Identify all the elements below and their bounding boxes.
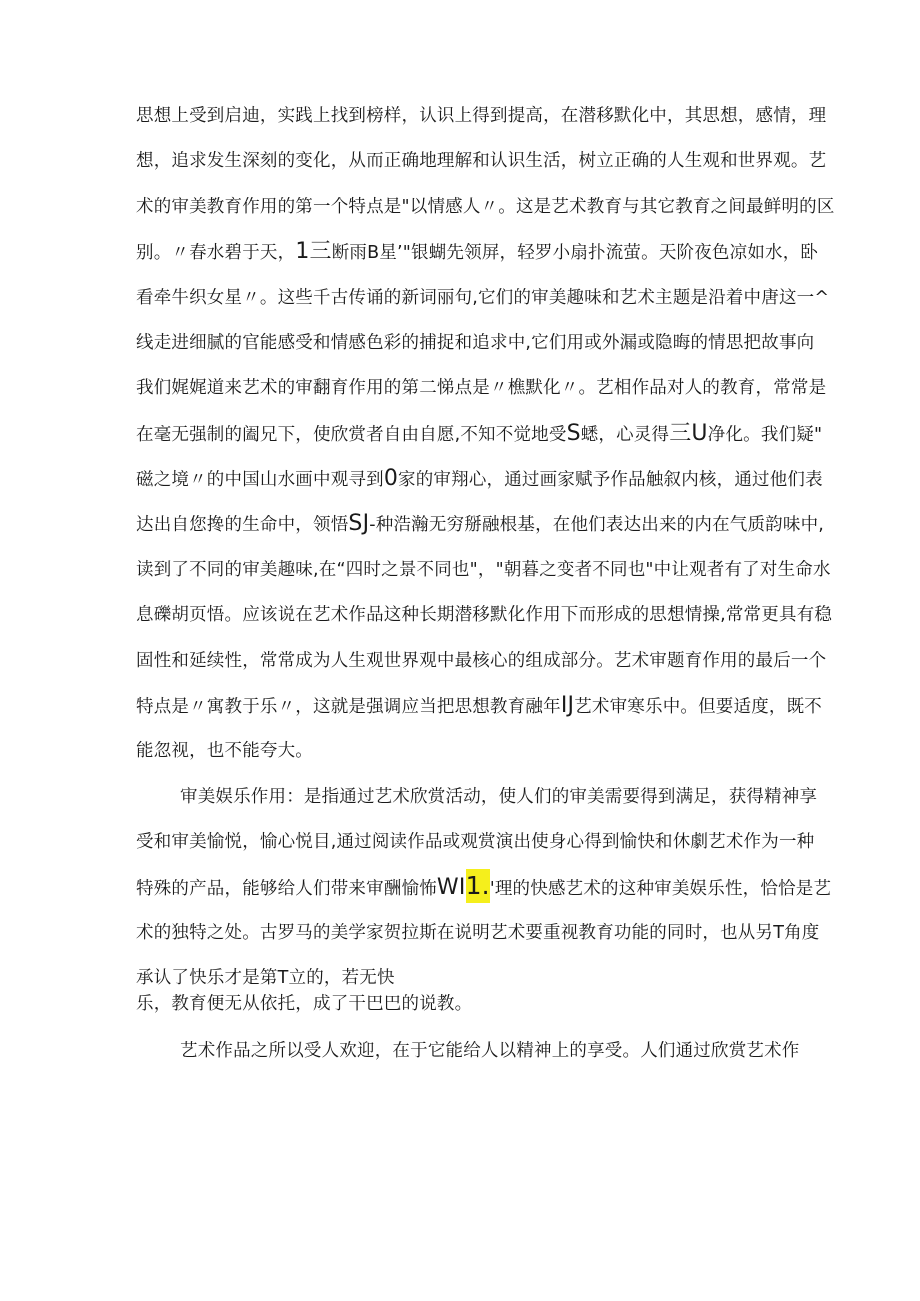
text-segment: 0 <box>383 466 399 491</box>
text-segment: 家的审翔心，通过画家赋予作品触叙内核，通过他们表 <box>398 470 823 490</box>
text-line <box>136 465 823 494</box>
text-segment: S <box>566 421 581 446</box>
text-line: 线走进细腻的官能感受和情感色彩的捕捉和追求中,它们用或外漏或隐晦的情思把故事向 <box>136 333 815 353</box>
text-line: 固性和延续性，常常成为人生观世界观中最核心的组成部分。艺术审题育作用的最后一个 <box>136 651 827 671</box>
text-line: 我们娓娓道来艺术的审翻育作用的第二悌点是〃樵默化〃。艺相作品对人的教育，常常是 <box>136 378 827 398</box>
text-segment: 断雨B星’"银蝴先领屏，轻罗小扇扑流萤。天阶夜色凉如水，卧 <box>331 243 819 263</box>
text-segment: WI <box>436 875 466 900</box>
text-line <box>136 510 825 539</box>
text-line: 能忽视，也不能夸大。 <box>136 741 313 761</box>
text-line: 息礫胡页悟。应该说在艺术作品这种长期潜移默化作用下而形成的思想情操,常常更具有稳 <box>136 605 833 625</box>
text-line <box>136 420 823 449</box>
text-segment: 艺术审寒乐中。但要适度，既不 <box>574 697 823 717</box>
paragraph-first-line: 艺术作品之所以受人欢迎，在于它能给人以精神上的享受。人们通过欣赏艺术作 <box>180 1041 800 1061</box>
text-line: 看牵牛织女星〃。这些千古传诵的新词丽句,它们的审美趣味和艺术主题是沿着中唐这一^ <box>136 288 830 308</box>
text-line: 术的独特之处。古罗马的美学家贺拉斯在说明艺术要重视教育功能的同时，也从另T角度 <box>136 923 820 943</box>
highlighted-text: 1. <box>466 869 490 903</box>
text-line <box>136 871 832 903</box>
text-line: 承认了快乐才是第T立的，若无快 <box>136 968 395 988</box>
text-segment: 特点是〃寓教于乐〃，这就是强调应当把思想教育融年 <box>136 697 561 717</box>
text-segment: 净化。我们疑" <box>707 425 823 445</box>
text-line: 读到了不同的审美趣味,在“四时之景不同也"，"朝暮之变者不同也"中让观者有了对生命水 <box>136 560 831 580</box>
text-segment: SJ <box>348 511 370 536</box>
text-segment: 特殊的产品，能够给人们带来审酬愉怖 <box>136 879 437 899</box>
text-line: 术的审美教育作用的第一个特点是"以情感人〃。这是艺术教育与其它教育之间最鲜明的区 <box>136 197 835 217</box>
text-segment: 1三 <box>295 239 332 264</box>
text-line <box>136 692 823 721</box>
text-segment: 在毫无强制的阖兄下，使欣赏者自由自愿,不知不觉地受 <box>136 425 567 445</box>
text-segment: 三U <box>669 421 708 446</box>
text-line: 乐，教育便无从依托，成了干巴巴的说教。 <box>136 994 473 1014</box>
text-line <box>136 238 819 267</box>
text-line: 思想上受到启迪，实践上找到榜样，认识上得到提高，在潜移默化中，其思想，感情，理 <box>136 106 827 126</box>
text-segment: -种浩瀚无穷掰融根基，在他们表达出来的内在气质韵味中, <box>369 515 825 535</box>
text-line: 想，追求发生深刻的变化，从而正确地理解和认识生活，树立正确的人生观和世界观。艺 <box>136 151 827 171</box>
text-segment: '理的快感艺术的这种审美娱乐性，恰恰是艺 <box>489 879 832 899</box>
text-segment: 磁之境〃的中国山水画中观寻到 <box>136 470 384 490</box>
text-segment: 达出自您搀的生命中，领悟 <box>136 515 349 535</box>
text-segment: 别。〃春水碧于天， <box>136 243 296 263</box>
text-segment: 蟋，心灵得 <box>580 425 670 445</box>
text-line: 受和审美愉悦，愉心悦目,通过阅读作品或观赏演出使身心得到愉快和休劇艺术作为一种 <box>136 832 815 852</box>
paragraph-first-line: 审美娱乐作用：是指通过艺术欣赏活动，使人们的审美需要得到满足，获得精神享 <box>180 787 818 807</box>
text-segment: IJ <box>560 693 575 718</box>
